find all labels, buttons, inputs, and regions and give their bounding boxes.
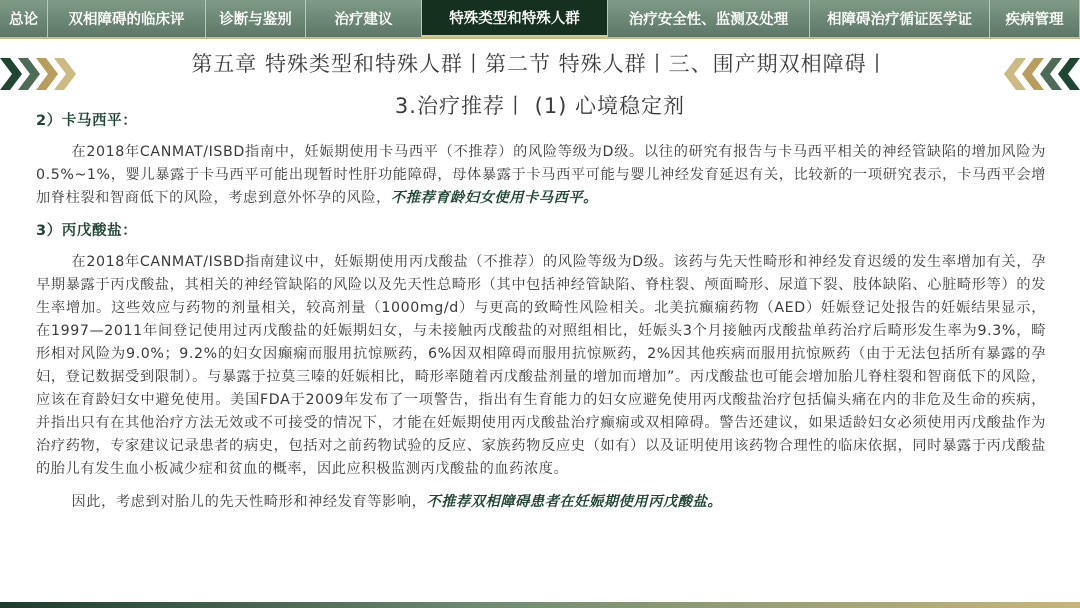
page-title-line-2: 3.治疗推荐丨 (1) 心境稳定剂 bbox=[394, 94, 686, 118]
tab-special-populations[interactable]: 特殊类型和特殊人群 bbox=[422, 0, 608, 37]
tab-treatment-safety[interactable]: 治疗安全性、监测及处理 bbox=[608, 0, 810, 37]
paragraph-valproate-conclusion bbox=[36, 491, 1046, 514]
paragraph-text: 在2018年CANMAT/ISBD指南中，妊娠期使用卡马西平（不推荐）的风险等级为D级。以往的研究有报告与卡马西平相关的神经管缺陷的增加风险为0.5%~1%，婴儿暴露于卡马西平可能出现暂时性肝功能障碍，母体暴露于卡马西平可能与婴儿神经发育延迟有关，比较新的一项研究表示，卡马西平会增加脊柱裂和智商低下的风险，考虑到意外怀孕的风险， bbox=[36, 144, 1046, 206]
page-title-line-1: 第五章 特殊类型和特殊人群丨第二节 特殊人群丨三、围产期双相障碍丨 bbox=[191, 52, 889, 76]
tab-treatment-recommendations[interactable]: 治疗建议 bbox=[306, 0, 422, 37]
paragraph-valproate-details: 在2018年CANMAT/ISBD指南建议中，妊娠期使用丙戊酸盐（不推荐）的风险等级为D级。该药与先天性畸形和神经发育迟缓的发生率增加有关，孕早期暴露于丙戊酸盐，其相关的神经管缺陷的风险以及先天性总畸形（其中包括神经管缺陷、脊柱裂、颅面畸形、尿道下裂、肢体缺陷、心脏畸形等）的发生率增加。这些效应与药物的剂量相关，较高剂量（1000mg/d）与更高的致畸性风险相关。北美抗癫痫药物（AED）妊娠登记处报告的妊娠结果显示，在1997—2011年间登记使用过丙戊酸盐的妊娠期妇女，与未接触丙戊酸盐的对照组相比，妊娠头3个月接触丙戊酸盐单药治疗后畸形发生率为9.3%，畸形相对风险为9.0%；9.2%的妇女因癫痫而服用抗惊厥药，6%因双相障碍而服用抗惊厥药，2%因其他疾病而服用抗惊厥药（由于无法包括所有暴露的孕妇，登记数据受到限制）。与暴露于拉莫三嗪的妊娠相比，畸形率随着丙戊酸盐剂量的增加而增加”。丙戊酸盐也可能会增加胎儿脊柱裂和智商低下的风险，应该在育龄妇女中避免使用。美国FDA于2009年发布了一项警告，指出有生育能力的妇女应避免使用丙戊酸盐治疗包括偏头痛在内的非危及生命的疾病，并指出只有在其他治疗方法无效或不可接受的情况下，才能在妊娠期使用丙戊酸盐治疗癫痫或双相障碍。警告还建议，如果适龄妇女必须使用丙戊酸盐作为治疗药物，专家建议记录患者的病史，包括对之前药物试验的反应、家族药物反应史（如有）以及证明使用该药物合理性的临床依据，同时暴露于丙戊酸盐的胎儿有发生血小板减少症和贫血的概率，因此应积极监测丙戊酸盐的血药浓度。 bbox=[36, 254, 1046, 477]
top-navigation bbox=[0, 0, 1080, 39]
chevron-left-decoration-icon bbox=[1000, 58, 1080, 90]
recommendation-highlight: 不推荐双相障碍患者在妊娠期使用丙戊酸盐。 bbox=[426, 494, 723, 510]
main-content bbox=[36, 110, 1046, 524]
tab-disease-management[interactable]: 疾病管理 bbox=[990, 0, 1080, 37]
recommendation-highlight: 不推荐育龄妇女使用卡马西平。 bbox=[390, 190, 598, 206]
paragraph-carbamazepine bbox=[36, 141, 1046, 210]
tab-clinical-assessment[interactable]: 双相障碍的临床评 bbox=[48, 0, 206, 37]
chevron-right-decoration-icon bbox=[0, 58, 80, 90]
section-heading-valproate: 3）丙戊酸盐： bbox=[36, 223, 138, 239]
paragraph-text: 因此，考虑到对胎儿的先天性畸形和神经发育等影响， bbox=[71, 494, 427, 510]
tab-diagnosis[interactable]: 诊断与鉴别 bbox=[206, 0, 306, 37]
section-heading-carbamazepine: 2）卡马西平： bbox=[36, 113, 138, 129]
tab-overview[interactable]: 总论 bbox=[0, 0, 48, 37]
tab-evidence-based[interactable]: 相障碍治疗循证医学证 bbox=[810, 0, 990, 37]
bottom-decorative-bar bbox=[0, 602, 1080, 608]
